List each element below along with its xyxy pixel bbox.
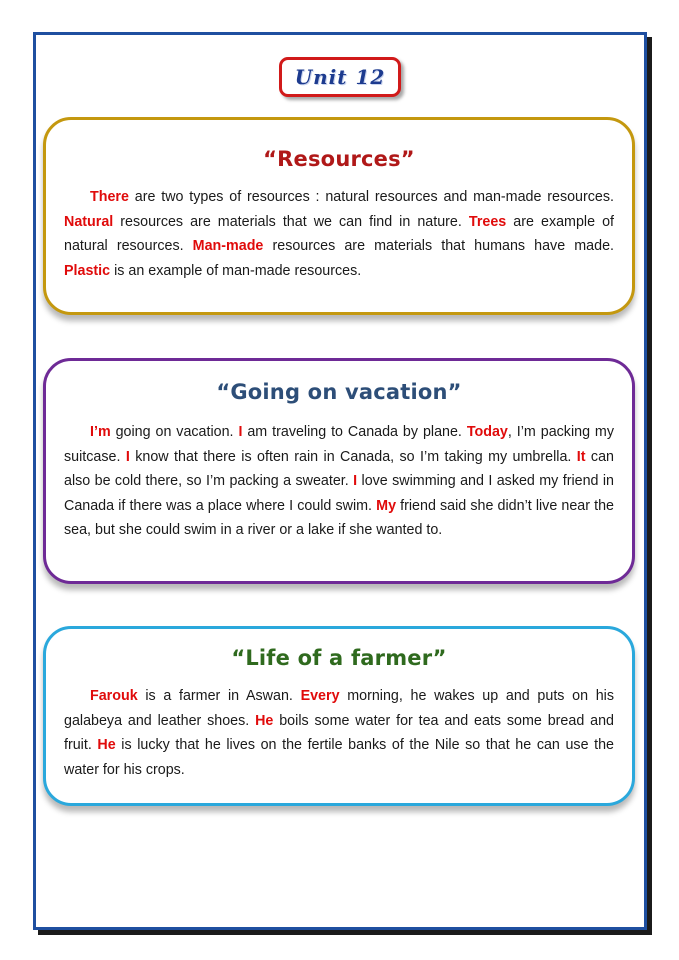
text-run: are example of natural resources. <box>64 213 614 254</box>
text-run: resources are materials that humans have made. <box>263 238 614 254</box>
farmer-paragraph <box>64 684 614 782</box>
text-run: going on vacation. <box>110 424 239 440</box>
keyword: There <box>90 189 129 205</box>
text-run: know that there is often rain in Canada, so I’m taking my umbrella. <box>129 448 577 465</box>
text-run: am traveling to Canada by plane. <box>242 424 467 440</box>
keyword: It <box>576 448 586 465</box>
resources-title: “Resources” <box>263 147 415 171</box>
keyword: I’m <box>90 424 111 440</box>
resources-card <box>43 117 635 315</box>
keyword: He <box>97 737 116 753</box>
farmer-card <box>43 626 635 806</box>
keyword: Every <box>300 688 340 704</box>
vacation-paragraph <box>64 420 614 543</box>
keyword: Plastic <box>64 262 111 279</box>
text-run: friend said she didn’t live near the sea, but she could swim in a river or a lake if she wanted to. <box>64 497 615 538</box>
vacation-card <box>43 358 635 584</box>
text-run: is lucky that he lives on the fertile banks of the Nile so that he can use the water for his crops. <box>64 737 615 778</box>
text-run: morning, he wakes up and puts on his galabeya and leather shoes. <box>64 688 614 729</box>
keyword: Natural <box>64 213 114 230</box>
text-run: is an example of man-made resources. <box>110 262 362 279</box>
text-run: are two types of resources : natural resources and man-made resources. <box>128 189 614 205</box>
keyword: My <box>376 497 397 514</box>
resources-paragraph <box>64 185 614 283</box>
keyword: I <box>353 473 358 489</box>
keyword: Today <box>466 424 508 440</box>
text-run: love swimming and I asked my friend in Canada if there was a place where I could swim. <box>64 473 615 514</box>
keyword: Trees <box>468 213 507 230</box>
unit-title: Unit 12 <box>279 57 401 97</box>
text-run: can also be cold there, so I’m packing a sweater. <box>64 448 614 489</box>
keyword: I <box>238 424 243 440</box>
keyword: Man-made <box>192 238 264 254</box>
keyword: He <box>255 712 274 729</box>
text-run: resources are materials that we can find in nature. <box>113 213 469 230</box>
text-run: is a farmer in Aswan. <box>137 688 301 704</box>
text-run: , I’m packing my suitcase. <box>64 424 614 465</box>
keyword: I <box>125 448 130 465</box>
keyword: Farouk <box>90 688 138 704</box>
farmer-title: “Life of a farmer” <box>231 646 447 670</box>
text-run: boils some water for tea and eats some bread and fruit. <box>64 712 614 753</box>
vacation-title: “Going on vacation” <box>216 380 462 404</box>
